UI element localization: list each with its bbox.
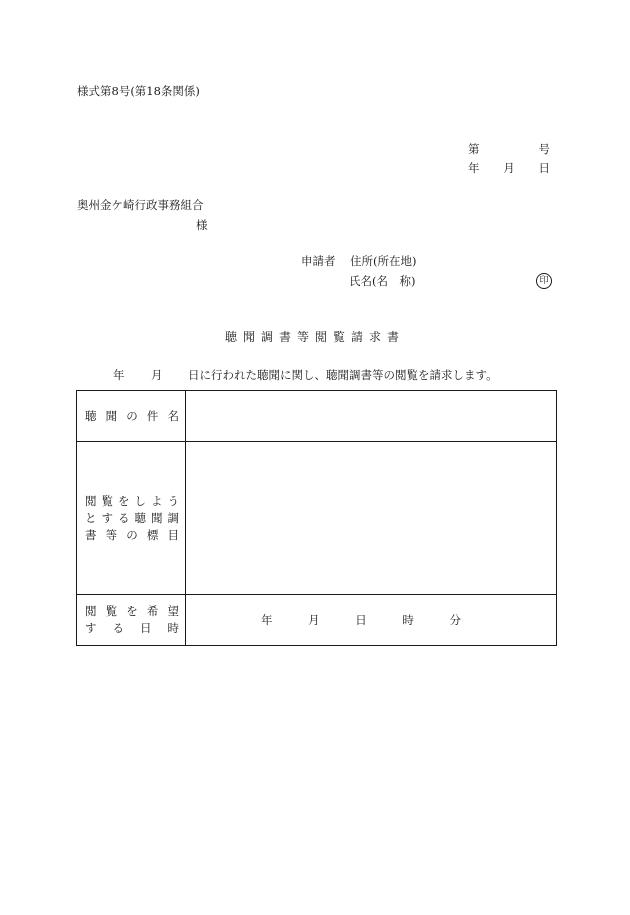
request-statement (113, 370, 498, 382)
recipient-name: 奥州金ケ崎行政事務組合 (77, 198, 204, 212)
label-char: 聞 (151, 510, 163, 525)
desired-hour-unit: 時 (402, 613, 414, 627)
label-char: を (126, 604, 138, 618)
label-line (85, 603, 179, 620)
desired-datetime-field[interactable] (186, 595, 557, 646)
applicant-name-label: 氏名(名 称) (349, 274, 416, 288)
label-char: 目 (167, 527, 179, 542)
issue-date-day: 日 (538, 161, 550, 175)
applicant-address-label: 住所(所在地) (350, 254, 417, 268)
desired-minute-unit: 分 (449, 613, 461, 627)
label-char: す (85, 621, 97, 635)
label-char: と (85, 510, 97, 525)
request-form-table (76, 390, 557, 646)
hearing-subject-field[interactable] (186, 391, 557, 442)
label-char: 等 (105, 527, 118, 542)
label-char: 望 (167, 604, 179, 618)
statement-year: 年 (113, 368, 125, 382)
table-row-desired-datetime (77, 595, 557, 646)
label-char: よ (151, 493, 163, 508)
hearing-subject-label (77, 391, 186, 442)
applicant-label: 申請者 (301, 254, 336, 268)
label-char: 閲 (85, 493, 97, 508)
label-char: 希 (146, 604, 159, 618)
label-char: 閲 (85, 604, 97, 618)
document-list-label (77, 442, 186, 595)
table-row-hearing-subject (77, 391, 557, 442)
label-line (85, 527, 179, 544)
desired-day-unit: 日 (355, 613, 367, 627)
label-line (85, 620, 179, 637)
form-number: 様式第8号(第18条関係) (77, 84, 200, 98)
recipient-honorific: 様 (196, 218, 208, 232)
label-char: 日 (140, 621, 152, 635)
document-number-row (468, 144, 550, 156)
label-line (85, 510, 179, 527)
label-char: の (126, 527, 138, 542)
label-char: 聞 (105, 408, 118, 423)
label-char: 覧 (105, 604, 118, 618)
label-char: を (118, 493, 130, 508)
seal-mark: 印 (536, 273, 552, 289)
label-char: う (167, 493, 179, 508)
label-char: す (101, 510, 113, 525)
desired-year-unit: 年 (261, 613, 273, 627)
label-char: 聴 (134, 510, 146, 525)
label-char: 標 (146, 527, 159, 542)
label-char: し (134, 493, 146, 508)
desired-month-unit: 月 (308, 613, 320, 627)
label-char: 調 (167, 510, 179, 525)
label-char: 覧 (101, 493, 113, 508)
label-char: る (112, 621, 124, 635)
statement-text: 日に行われた聴聞に関し、聴聞調書等の閲覧を請求します。 (188, 368, 498, 382)
issue-date-month: 月 (503, 161, 515, 175)
document-number-suffix: 号 (538, 142, 550, 156)
document-number-prefix: 第 (468, 142, 480, 156)
label-char: 書 (85, 527, 97, 542)
label-char: 件 (146, 408, 159, 423)
issue-date-row (468, 163, 550, 175)
label-char: の (126, 408, 138, 423)
issue-date-year: 年 (468, 161, 480, 175)
document-list-field[interactable] (186, 442, 557, 595)
statement-month: 月 (151, 368, 163, 382)
desired-datetime-label (77, 595, 186, 646)
label-char: 名 (167, 408, 179, 423)
label-char: る (118, 510, 130, 525)
label-char: 聴 (85, 408, 97, 423)
label-line (85, 493, 179, 510)
document-title: 聴聞調書等閲覧請求書 (224, 330, 405, 344)
label-char: 時 (167, 621, 179, 635)
table-row-document-list (77, 442, 557, 595)
